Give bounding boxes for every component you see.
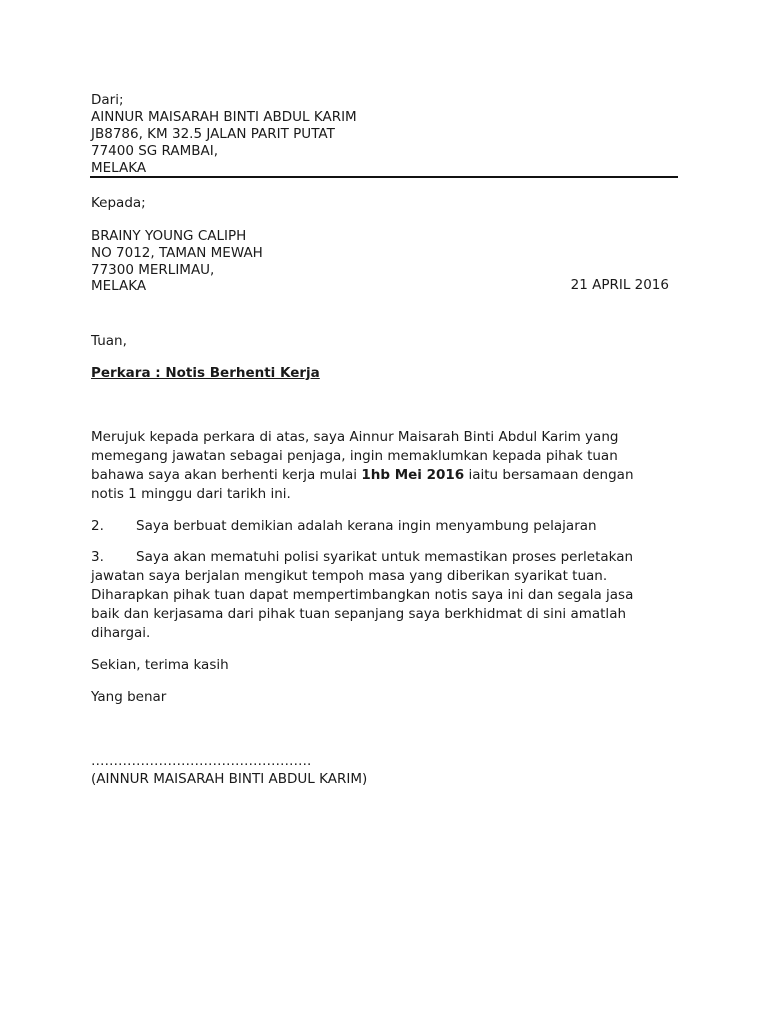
recipient-address-1: NO 7012, TAMAN MEWAH [91, 245, 263, 261]
body-p1-line-3 [91, 467, 634, 484]
subject-line: Perkara : Notis Berhenti Kerja [91, 365, 320, 381]
body-p1-line-1: Merujuk kepada perkara di atas, saya Ainnur Maisarah Binti Abdul Karim yang [91, 429, 619, 445]
sender-address-2: 77400 SG RAMBAI, [91, 143, 219, 159]
letter-date: 21 APRIL 2016 [570, 277, 669, 293]
recipient-name: BRAINY YOUNG CALIPH [91, 228, 247, 244]
header-divider [90, 176, 678, 178]
body-p1-line-2: memegang jawatan sebagai penjaga, ingin memaklumkan kepada pihak tuan [91, 448, 618, 464]
body-p3-line-4: baik dan kerjasama dari pihak tuan sepanjang saya berkhidmat di sini amatlah [91, 606, 627, 622]
body-p2-text: Saya berbuat demikian adalah kerana ingin menyambung pelajaran [136, 518, 597, 534]
body-p3-line-1 [91, 549, 633, 566]
paragraph-number-2: 2. [91, 518, 104, 534]
sender-label: Dari; [91, 92, 124, 108]
recipient-address-3: MELAKA [91, 278, 147, 294]
sender-address-1: JB8786, KM 32.5 JALAN PARIT PUTAT [91, 126, 335, 142]
signatory-name: (AINNUR MAISARAH BINTI ABDUL KARIM) [91, 771, 368, 787]
recipient-address-2: 77300 MERLIMAU, [91, 262, 215, 278]
paragraph-number-3: 3. [91, 549, 104, 565]
sender-name: AINNUR MAISARAH BINTI ABDUL KARIM [91, 109, 357, 125]
recipient-label: Kepada; [91, 195, 146, 211]
signature-line: …………………………………………. [91, 753, 312, 769]
body-p2 [91, 518, 597, 535]
closing-sign-off: Yang benar [91, 689, 167, 705]
body-p3-line-3: Diharapkan pihak tuan dapat mempertimbangkan notis saya ini dan segala jasa [91, 587, 634, 603]
body-p1-line-3-post: iaitu bersamaan dengan [464, 467, 634, 483]
salutation: Tuan, [91, 333, 127, 349]
effective-date: 1hb Mei 2016 [361, 467, 465, 483]
body-p1-line-3-pre: bahawa saya akan berhenti kerja mulai [91, 467, 362, 483]
body-p1-line-4: notis 1 minggu dari tarikh ini. [91, 486, 291, 502]
sender-address-3: MELAKA [91, 160, 147, 176]
closing-thanks: Sekian, terima kasih [91, 657, 229, 673]
body-p3-line-5: dihargai. [91, 625, 151, 641]
body-p3-line-1-text: Saya akan mematuhi polisi syarikat untuk memastikan proses perletakan [136, 549, 634, 565]
body-p3-line-2: jawatan saya berjalan mengikut tempoh masa yang diberikan syarikat tuan. [91, 568, 608, 584]
